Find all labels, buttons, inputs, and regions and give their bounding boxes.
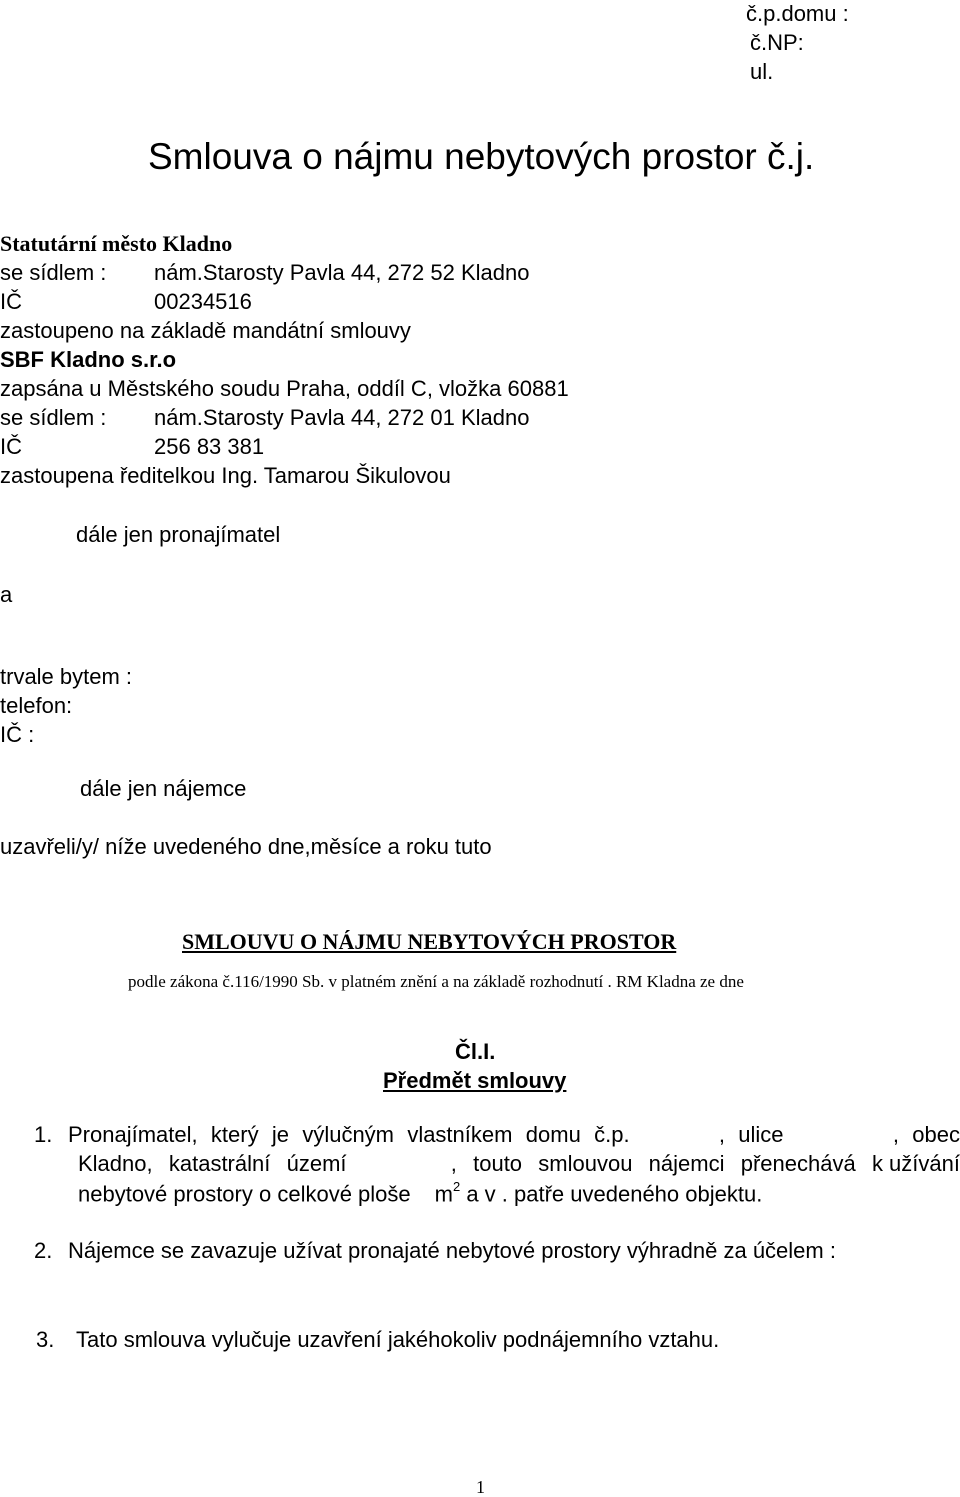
item-3-number: 3. xyxy=(36,1327,55,1352)
company-seat-label: se sídlem : xyxy=(0,405,107,430)
word: přenechává xyxy=(740,1151,856,1176)
word: , xyxy=(892,1122,899,1147)
header-house-number: č.p.domu : xyxy=(746,1,849,26)
floor-text: a v . patře uvedeného objektu. xyxy=(466,1181,763,1207)
conjunction: a xyxy=(0,582,13,607)
contract-heading: SMLOUVU O NÁJMU NEBYTOVÝCH PROSTOR xyxy=(182,929,677,954)
tenant-residence: trvale bytem : xyxy=(0,664,133,689)
word: touto xyxy=(473,1151,523,1176)
word: , xyxy=(450,1151,457,1176)
page-number: 1 xyxy=(476,1477,485,1497)
tenant-role: dále jen nájemce xyxy=(80,776,247,801)
item-1-number: 1. xyxy=(34,1122,53,1147)
word: katastrální xyxy=(168,1151,271,1176)
area-unit: m xyxy=(434,1181,453,1207)
item-1-line-3 xyxy=(78,1179,763,1207)
lessor-name: Statutární město Kladno xyxy=(0,231,233,256)
area-unit-exponent: 2 xyxy=(452,1179,461,1194)
document-title: Smlouva o nájmu nebytových prostor č.j. xyxy=(148,136,815,177)
item-1-line-2 xyxy=(78,1153,960,1175)
word: k užívání xyxy=(871,1151,960,1176)
company-ic-label: IČ xyxy=(0,434,22,459)
item-2-number: 2. xyxy=(34,1238,53,1263)
header-street: ul. xyxy=(750,59,774,84)
company-registry: zapsána u Městského soudu Praha, oddíl C, vložka 60881 xyxy=(0,376,569,401)
law-basis: podle zákona č.116/1990 Sb. v platném znění a na základě rozhodnutí . RM Kladna ze dne xyxy=(128,972,744,991)
word: výlučným xyxy=(302,1122,395,1147)
lessor-seat-label: se sídlem : xyxy=(0,260,107,285)
lessor-ic-label: IČ xyxy=(0,289,22,314)
lessor-seat-value: nám.Starosty Pavla 44, 272 52 Kladno xyxy=(154,260,530,285)
word: smlouvou xyxy=(538,1151,633,1176)
lessor-ic-value: 00234516 xyxy=(154,289,252,314)
word: Kladno, xyxy=(78,1151,153,1176)
tenant-ic: IČ : xyxy=(0,722,35,747)
lessor-represented: zastoupeno na základě mandátní smlouvy xyxy=(0,318,411,343)
word: Pronajímatel, xyxy=(68,1122,198,1147)
word: území xyxy=(286,1151,347,1176)
floor-area-label: nebytové prostory o celkové ploše xyxy=(78,1181,411,1207)
word: nájemci xyxy=(648,1151,725,1176)
word: vlastníkem xyxy=(407,1122,513,1147)
company-ic-value: 256 83 381 xyxy=(154,434,265,459)
word: obec xyxy=(912,1122,960,1147)
tenant-phone: telefon: xyxy=(0,693,73,718)
word: č.p. xyxy=(594,1122,630,1147)
header-floor-number: č.NP: xyxy=(750,30,804,55)
concluded-statement: uzavřeli/y/ níže uvedeného dne,měsíce a roku tuto xyxy=(0,834,492,859)
company-name: SBF Kladno s.r.o xyxy=(0,347,177,372)
word: domu xyxy=(525,1122,581,1147)
item-2-text: Nájemce se zavazuje užívat pronajaté nebytové prostory výhradně za účelem : xyxy=(68,1238,836,1263)
article-number: Čl.I. xyxy=(455,1039,496,1064)
company-director: zastoupena ředitelkou Ing. Tamarou Šikulovou xyxy=(0,463,451,488)
item-3-text: Tato smlouva vylučuje uzavření jakéhokoliv podnájemního vztahu. xyxy=(76,1327,720,1352)
word: je xyxy=(271,1122,290,1147)
word: který xyxy=(210,1122,259,1147)
word: , xyxy=(718,1122,725,1147)
article-title: Předmět smlouvy xyxy=(383,1068,567,1093)
item-1-line-1 xyxy=(68,1124,960,1146)
company-seat-value: nám.Starosty Pavla 44, 272 01 Kladno xyxy=(154,405,530,430)
word: ulice xyxy=(738,1122,784,1147)
lessor-role: dále jen pronajímatel xyxy=(76,522,281,547)
